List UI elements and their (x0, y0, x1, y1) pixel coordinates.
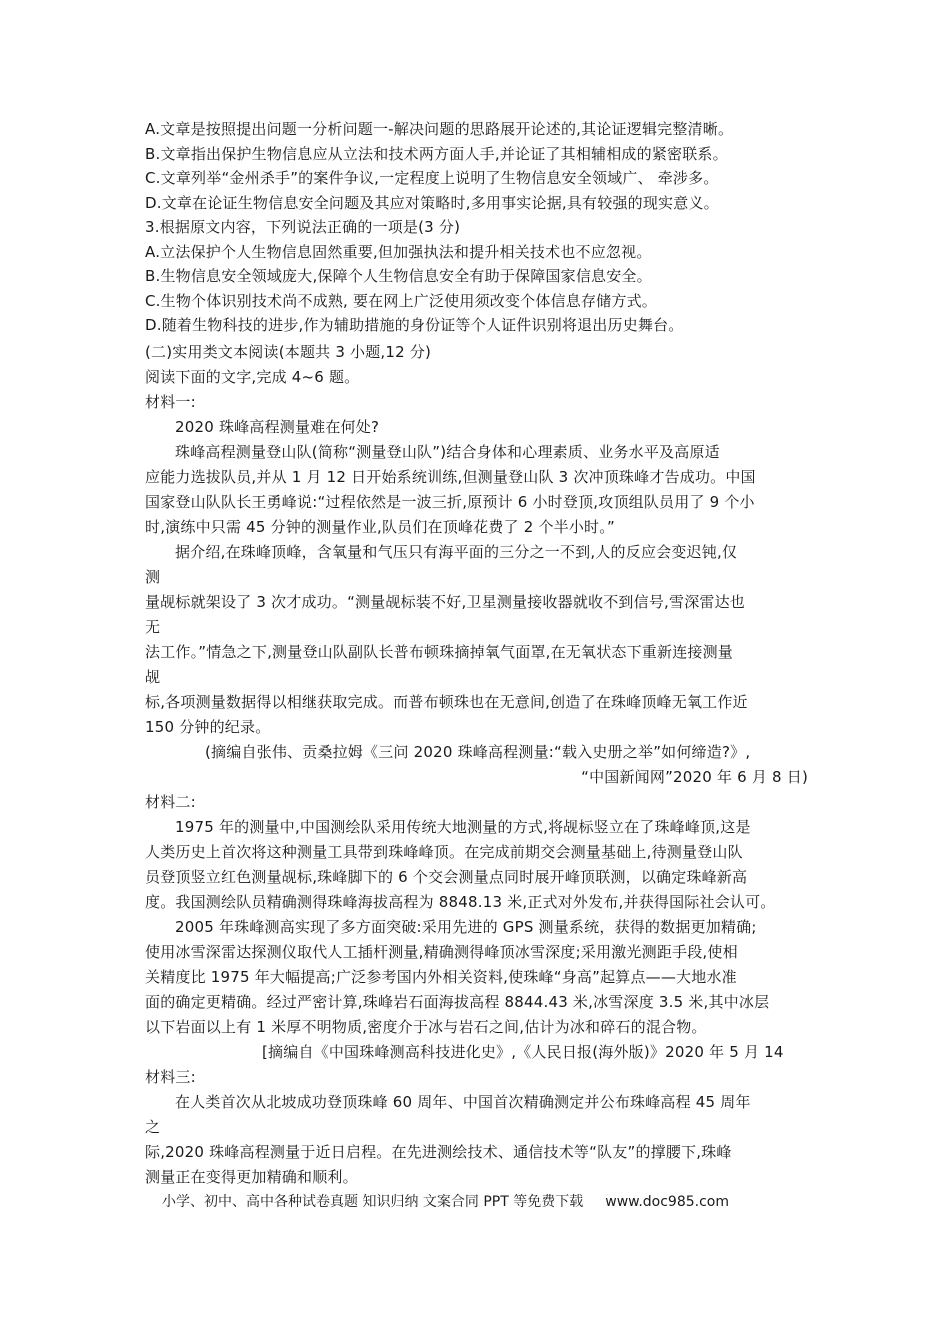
paragraph-line: 以下岩面以上有 1 米厚不明物质,密度介于冰与岩石之间,估计为冰和碎石的混合物。 (145, 1018, 707, 1036)
paragraph-line: 1975 年的测量中,中国测绘队采用传统大地测量的方式,将觇标竖立在了珠峰峰顶,这是 (175, 818, 751, 836)
paragraph-line: 关精度比 1975 年大幅提高;广泛参考国内外相关资料,使珠峰“身高”起算点——大地水准 (145, 968, 737, 986)
paragraph-line: 应能力选拔队员,并从 1 月 12 日开始系统训练,但测量登山队 3 次冲顶珠峰才告成功。中国 (145, 468, 756, 486)
footer-text: 小学、初中、高中各种试卷真题 知识归纳 文案合同 PPT 等免费下载 (162, 1194, 584, 1210)
question-3: 3.根据原文内容，下列说法正确的一项是(3 分) (145, 218, 461, 236)
instruction: 阅读下面的文字,完成 4~6 题。 (145, 368, 360, 386)
paragraph-line: 法工作。”情急之下,测量登山队副队长普布顿珠摘掉氧气面罩,在无氧状态下重新连接测量 (145, 643, 734, 661)
paragraph-line: 时,演练中只需 45 分钟的测量作业,队员们在顶峰花费了 2 个半小时。” (145, 518, 615, 536)
paragraph-line: 人类历史上首次将这种测量工具带到珠峰峰顶。在完成前期交会测量基础上,待测量登山队 (145, 843, 743, 861)
paragraph-line: 面的确定更精确。经过严密计算,珠峰岩石面海拔高程 8844.43 米,冰雪深度 3.5 米,其中冰层 (145, 993, 770, 1011)
paragraph-line: 150 分钟的纪录。 (145, 718, 271, 736)
source-citation-2: [摘编自《中国珠峰测高科技进化史》,《人民日报(海外版)》2020 年 5 月 14 (262, 1043, 784, 1061)
paragraph-line: 度。我国测绘队员精确测得珠峰海拔高程为 8848.13 米,正式对外发布,并获得国际社会认可。 (145, 893, 776, 911)
paragraph-line: 2005 年珠峰测高实现了多方面突破:采用先进的 GPS 测量系统，获得的数据更加精确; (175, 918, 757, 936)
option-b-line: B.文章指出保护生物信息应从立法和技术两方面人手,并论证了其相辅相成的紧密联系。 (145, 145, 728, 163)
option-d-line: D.文章在论证生物信息安全问题及其应对策略时,多用事实论据,具有较强的现实意义。 (145, 194, 719, 212)
source-citation-1-date: “中国新闻网”2020 年 6 月 8 日) (581, 768, 808, 786)
q3-option-b: B.生物信息安全领域庞大,保障个人生物信息安全有助于保障国家信息安全。 (145, 267, 652, 285)
paragraph-line: 员登顶竖立红色测量觇标,珠峰脚下的 6 个交会测量点同时展开峰顶联测，以确定珠峰新高 (145, 868, 748, 886)
footer (162, 1192, 729, 1212)
paragraph-line: 标,各项测量数据得以相继获取完成。而普布顿珠也在无意间,创造了在珠峰顶峰无氧工作近 (145, 693, 748, 711)
paragraph-line: 据介绍,在珠峰顶峰，含氧量和气压只有海平面的三分之一不到,人的反应会变迟钝,仅 (175, 543, 738, 561)
q3-option-a: A.立法保护个人生物信息固然重要,但加强执法和提升相关技术也不应忽视。 (145, 243, 652, 261)
paragraph-line: 量觇标就架设了 3 次才成功。“测量觇标装不好,卫星测量接收器就收不到信号,雪深雷达也 (145, 593, 745, 611)
paragraph-line: 测量正在变得更加精确和顺利。 (145, 1168, 358, 1186)
q3-option-d: D.随着生物科技的进步,作为辅助措施的身份证等个人证件识别将退出历史舞台。 (145, 316, 684, 334)
option-c-line: C.文章列举“金州杀手”的案件争议,一定程度上说明了生物信息安全领域广、 牵涉多。 (145, 169, 719, 187)
footer-url: www.doc985.com (605, 1194, 729, 1210)
material-1-label: 材料一: (145, 393, 196, 411)
paragraph-line: 无 (145, 618, 161, 636)
paragraph-line: 使用冰雪深雷达探测仪取代人工插杆测量,精确测得峰顶冰雪深度;采用激光测距手段,使相 (145, 943, 738, 961)
paragraph-line: 测 (145, 568, 161, 586)
paragraph-line: 在人类首次从北坡成功登顶珠峰 60 周年、中国首次精确测定并公布珠峰高程 45 周年 (175, 1093, 751, 1111)
material-1-title: 2020 珠峰高程测量难在何处? (175, 418, 380, 436)
option-a-line: A.文章是按照提出问题一分析问题一-解决问题的思路展开论述的,其论证逻辑完整清晰。 (145, 120, 734, 138)
material-3-label: 材料三: (145, 1068, 196, 1086)
paragraph-line: 珠峰高程测量登山队(简称“测量登山队”)结合身体和心理素质、业务水平及高原适 (175, 443, 720, 461)
section-heading: (二)实用类文本阅读(本题共 3 小题,12 分) (145, 343, 432, 361)
paragraph-line: 国家登山队队长王勇峰说:“过程依然是一波三折,原预计 6 小时登顶,攻顶组队员用了 9 个小 (145, 493, 755, 511)
paragraph-line: 际,2020 珠峰高程测量于近日启程。在先进测绘技术、通信技术等“队友”的撑腰下,珠峰 (145, 1143, 732, 1161)
paragraph-line: 觇 (145, 668, 161, 686)
source-citation-1: (摘编自张伟、贡桑拉姆《三问 2020 珠峰高程测量:“载入史册之举”如何缔造?》, (205, 743, 751, 761)
q3-option-c: C.生物个体识别技术尚不成熟, 要在网上广泛使用须改变个体信息存储方式。 (145, 292, 657, 310)
material-2-label: 材料二: (145, 793, 196, 811)
paragraph-line: 之 (145, 1118, 161, 1136)
